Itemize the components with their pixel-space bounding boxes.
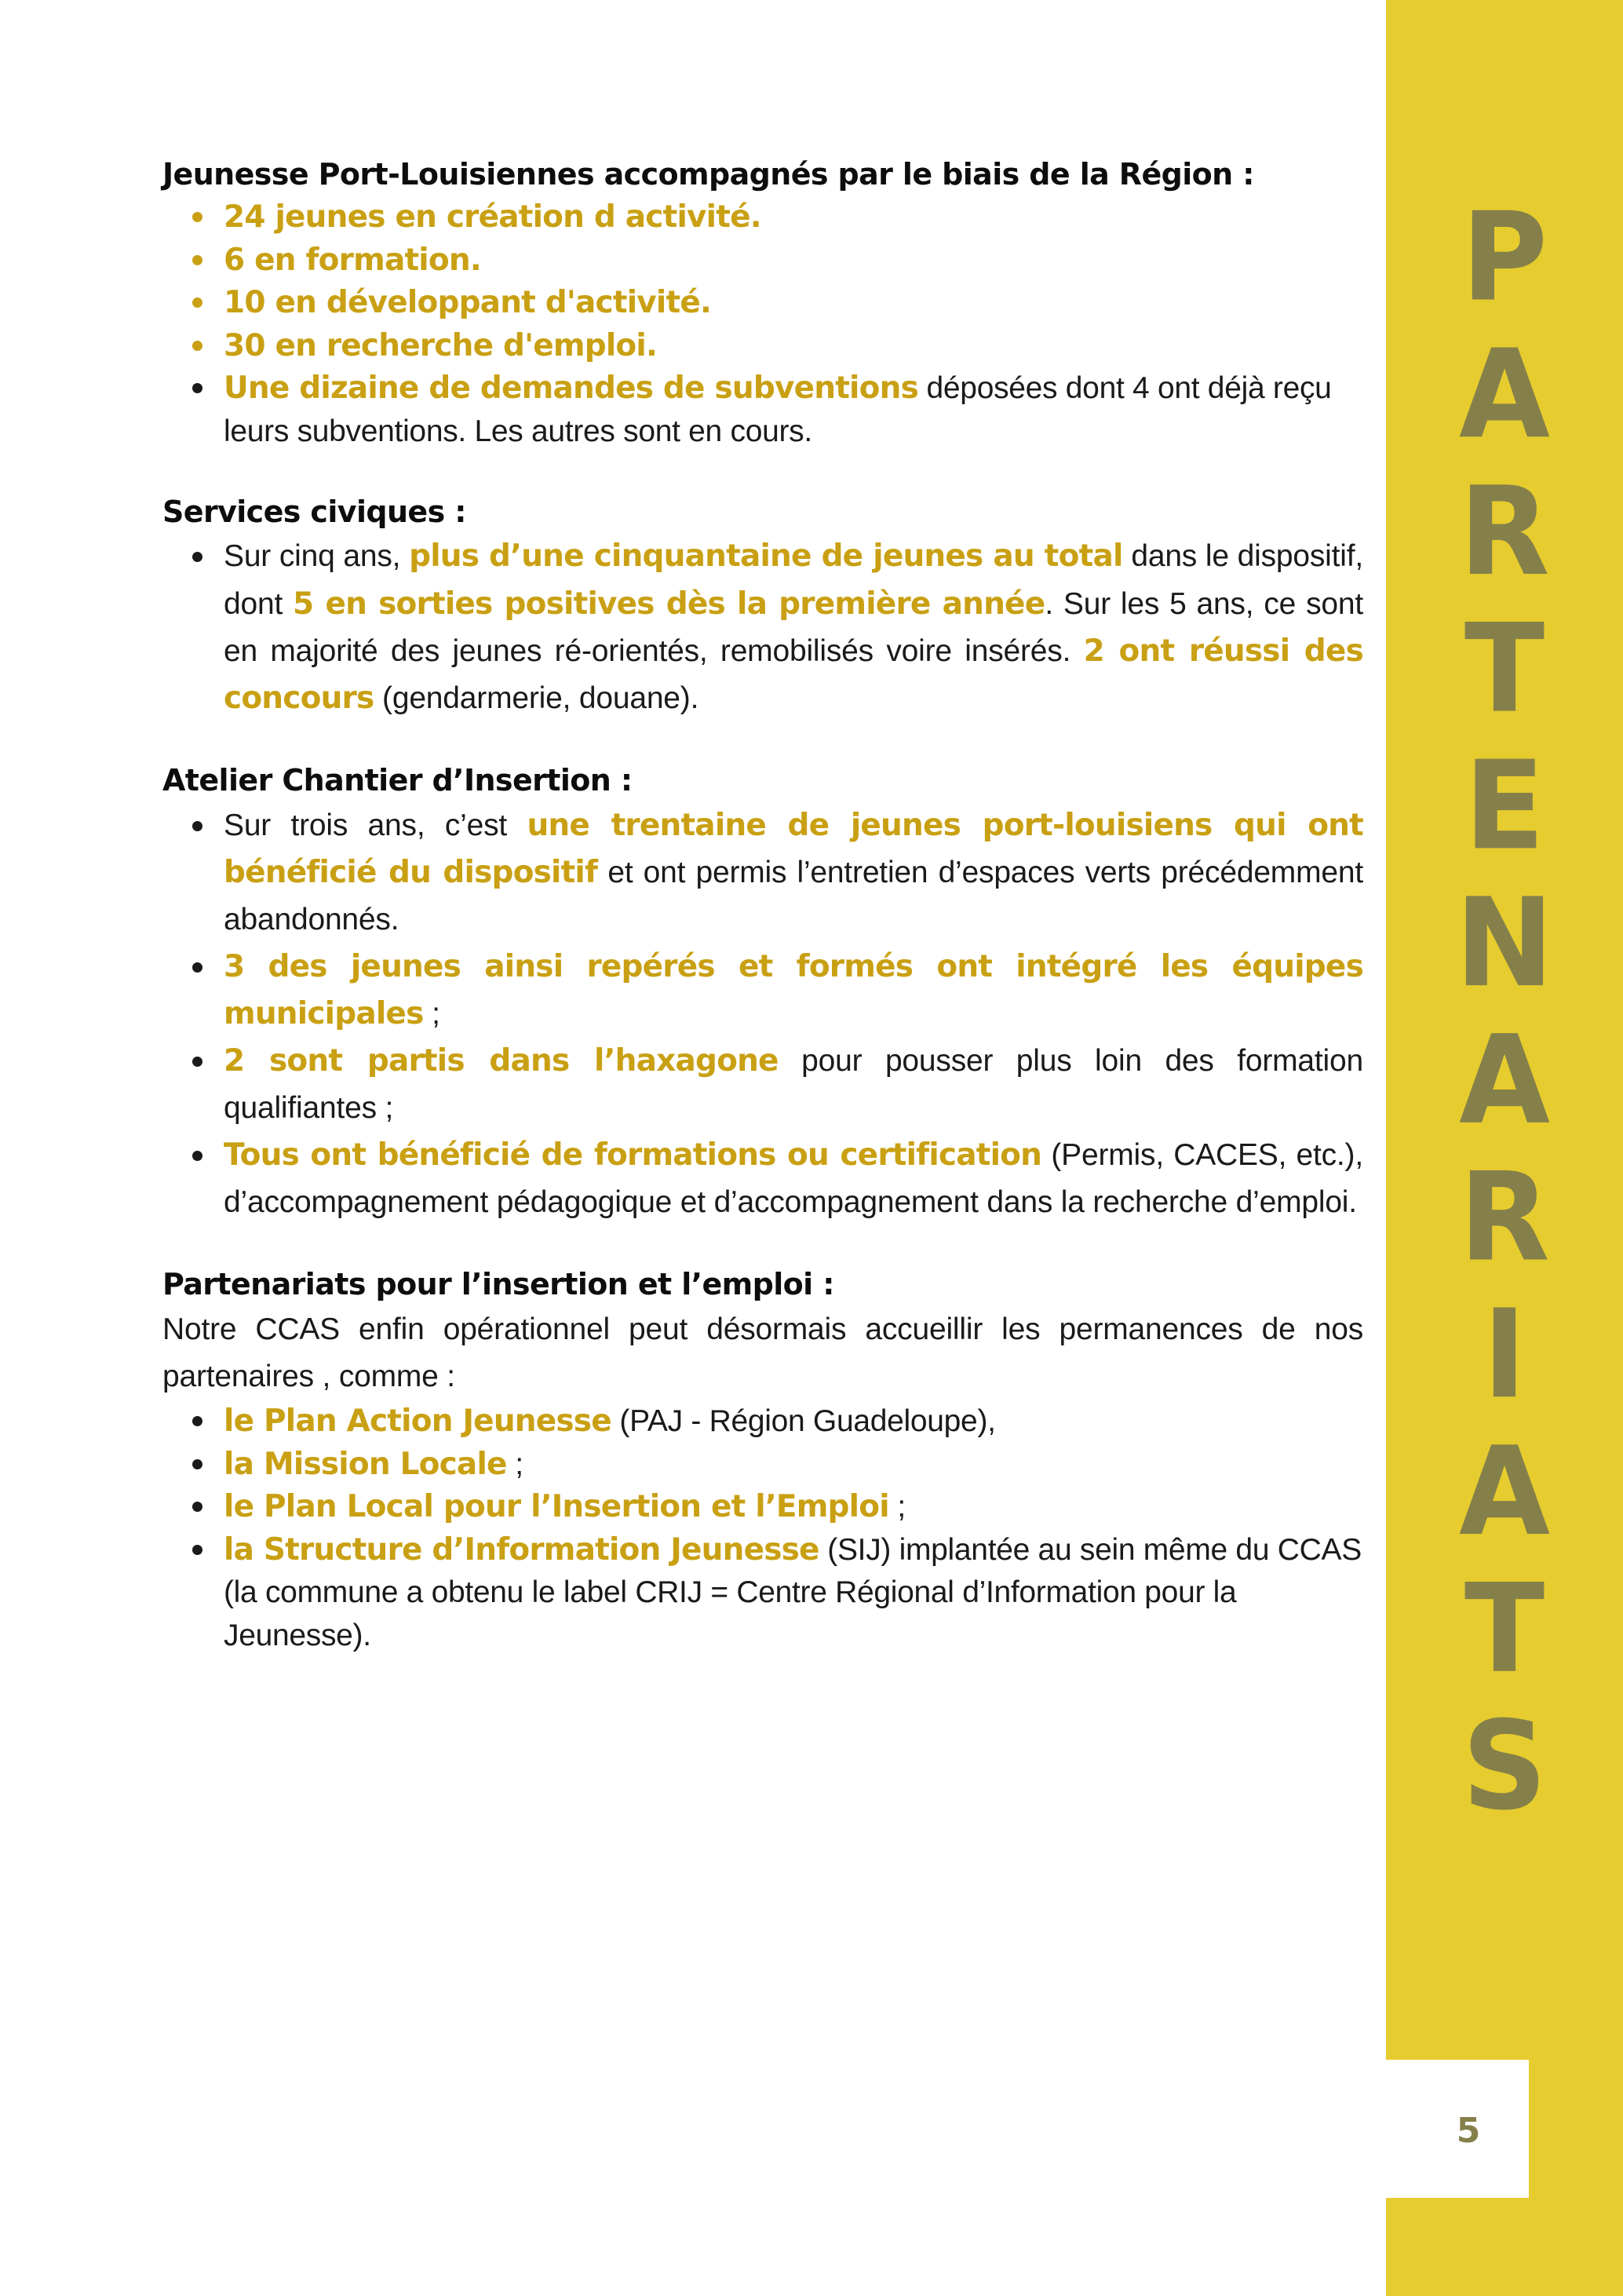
sidebar-yellow-band	[1386, 0, 1623, 2296]
list-item	[162, 1529, 1363, 1658]
list-item	[162, 325, 1363, 368]
bullet-gold-text: la Mission Locale	[224, 1446, 507, 1482]
section-jeunesse	[162, 154, 1363, 454]
bullet-plain-text: (Permis, CACES, etc.), d’accompagnement pédagogique et d’accompagnement dans la recherche d’emploi.	[224, 1137, 1363, 1219]
list-item	[162, 533, 1363, 721]
section-intro-paragraph: Notre CCAS enfin opérationnel peut désormais accueillir les permanences de nos partenaires , comme :	[162, 1312, 1363, 1394]
list-item	[162, 944, 1363, 1038]
bullet-gold-text: 5 en sorties positives dès la première année	[293, 586, 1045, 622]
sidebar-title-text: PARTENARIATS	[1436, 187, 1573, 1833]
bullet-gold-text: 2 ont réussi des concours	[224, 633, 1363, 716]
bullet-plain-text: ;	[506, 1447, 523, 1481]
bullet-plain-text: (gendarmerie, douane).	[374, 681, 699, 715]
bullet-gold-text: Une dizaine de demandes de subventions	[224, 370, 918, 407]
bullet-gold-text: la Structure d’Information Jeunesse	[224, 1531, 819, 1568]
bullet-plain-text: déposées dont 4 ont déjà reçu leurs subventions. Les autres sont en cours.	[224, 371, 1332, 448]
bullet-plain-text: . Sur les 5 ans, ce sont en majorité des jeunes ré-orientés, remobilisés voire insérés.	[224, 586, 1363, 668]
bullet-plain-text: ;	[888, 1490, 906, 1524]
bullet-plain-text: Sur trois ans, c’est	[224, 808, 527, 842]
section-partenariats	[162, 1264, 1363, 1658]
bullet-gold-text: 3 des jeunes ainsi repérés et formés ont intégré les équipes municipales	[224, 948, 1363, 1031]
list-item	[162, 1444, 1363, 1487]
list-item	[162, 282, 1363, 325]
document-body	[162, 154, 1363, 1658]
page-number-badge	[1386, 2060, 1529, 2198]
bullet-list-atelier	[162, 802, 1363, 1226]
bullet-gold-text: 24 jeunes en création d activité.	[224, 199, 761, 235]
bullet-plain-text: et ont permis l’entretien d’espaces verts précédemment abandonnés.	[224, 855, 1363, 936]
list-item	[162, 1132, 1363, 1226]
list-item	[162, 367, 1363, 453]
bullet-gold-text: 30 en recherche d'emploi.	[224, 327, 658, 363]
bullet-gold-text: le Plan Local pour l’Insertion et l’Emploi	[224, 1489, 889, 1525]
bullet-plain-text: (PAJ - Région Guadeloupe),	[611, 1404, 996, 1439]
list-item	[162, 1486, 1363, 1529]
bullet-list-partenaires	[162, 1400, 1363, 1658]
list-item	[162, 196, 1363, 239]
section-heading: Jeunesse Port-Louisiennes accompagnés par le biais de la Région :	[162, 157, 1254, 192]
bullet-list-jeunesse	[162, 196, 1363, 454]
bullet-plain-text: (SIJ) implantée au sein même du CCAS (la commune a obtenu le label CRIJ = Centre Régional d’Information pour la Jeunesse).	[224, 1532, 1362, 1653]
list-item	[162, 802, 1363, 944]
bullet-plain-text: Sur cinq ans,	[224, 539, 410, 574]
section-heading: Services civiques :	[162, 494, 466, 529]
bullet-gold-text: 2 sont partis dans l’haxagone	[224, 1042, 779, 1079]
bullet-plain-text: dans le dispositif, dont	[224, 539, 1363, 621]
bullet-gold-text: le Plan Action Jeunesse	[224, 1404, 611, 1440]
list-item	[162, 239, 1363, 283]
bullet-gold-text: une trentaine de jeunes port-louisiens qui ont bénéficié du dispositif	[224, 807, 1363, 890]
list-item	[162, 1400, 1363, 1444]
list-item	[162, 1038, 1363, 1132]
bullet-list-services-civiques	[162, 533, 1363, 721]
bullet-gold-text: 10 en développant d'activité.	[224, 285, 711, 321]
section-heading: Partenariats pour l’insertion et l’emploi :	[162, 1267, 834, 1302]
section-atelier-chantier	[162, 760, 1363, 1226]
bullet-gold-text: 6 en formation.	[224, 242, 481, 278]
bullet-plain-text: ;	[423, 996, 440, 1031]
bullet-gold-text: Tous ont bénéficié de formations ou certification	[224, 1137, 1042, 1173]
page-number: 5	[1456, 2110, 1481, 2151]
bullet-plain-text: pour pousser plus loin des formation qualifiantes ;	[224, 1043, 1363, 1125]
bullet-gold-text: plus d’une cinquantaine de jeunes au total	[409, 538, 1123, 575]
section-services-civiques	[162, 491, 1363, 722]
section-heading: Atelier Chantier d’Insertion :	[162, 762, 633, 798]
